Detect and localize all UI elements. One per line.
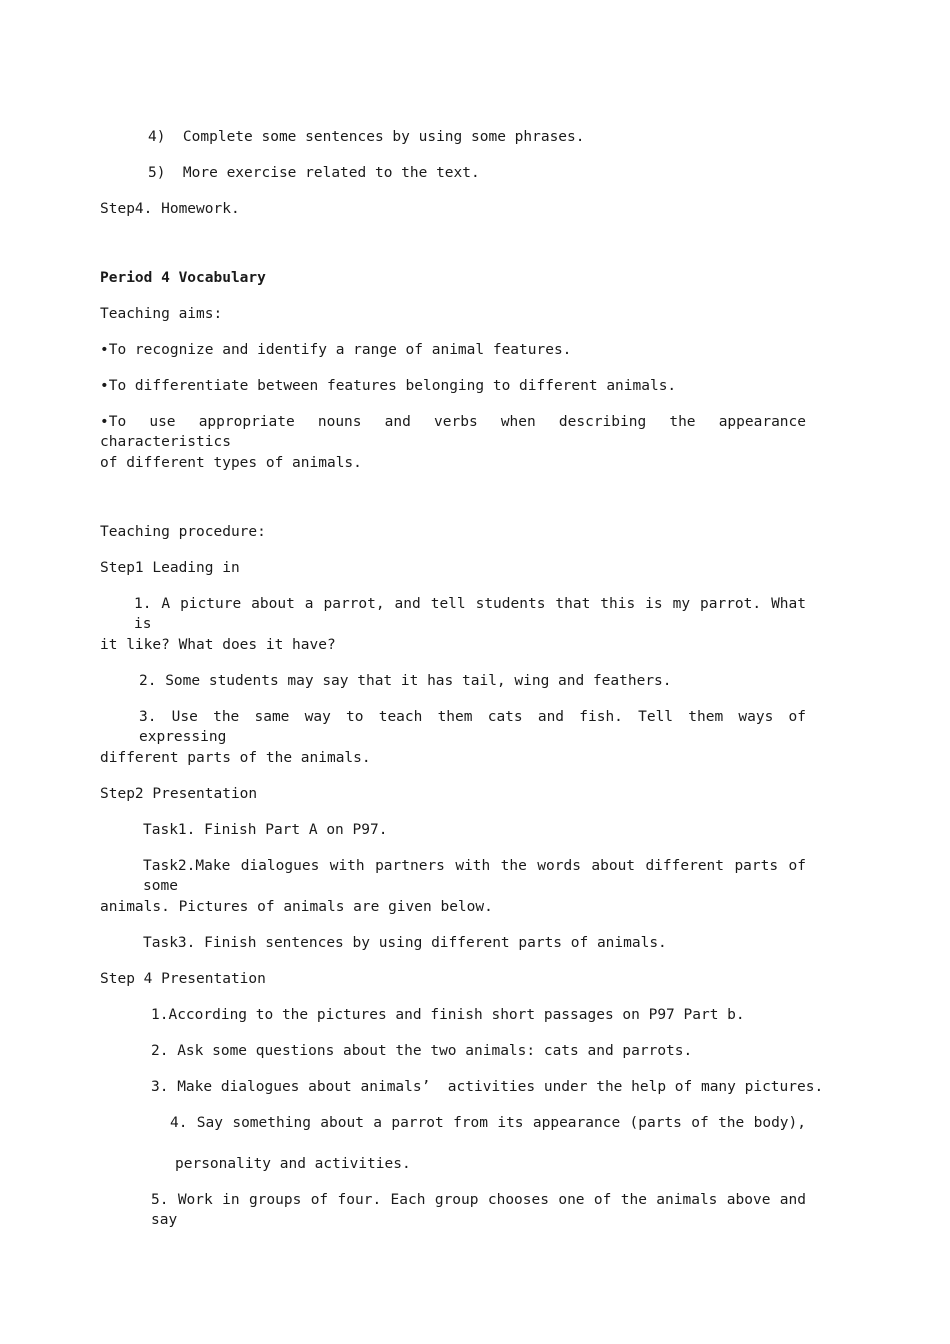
step4-homework: Step4. Homework. [100, 201, 240, 217]
step1-item-1-cont: it like? What does it have? [100, 637, 336, 653]
aim-item-3-cont: of different types of animals. [100, 455, 362, 471]
step4-item-4-cont: personality and activities. [175, 1156, 411, 1172]
step4-item-4: 4. Say something about a parrot from its appearance (parts of the body), [170, 1115, 806, 1131]
step1-item-3: 3. Use the same way to teach them cats and fish. Tell them ways of expressing [139, 709, 806, 745]
task-1: Task1. Finish Part A on P97. [143, 822, 388, 838]
step1-heading: Step1 Leading in [100, 560, 240, 576]
exercise-item-5: 5) More exercise related to the text. [148, 165, 480, 181]
aim-item-2: •To differentiate between features belonging to different animals. [100, 378, 677, 394]
step1-item-2: 2. Some students may say that it has tail, wing and feathers. [139, 673, 672, 689]
teaching-aims-label: Teaching aims: [100, 306, 223, 322]
teaching-procedure-label: Teaching procedure: [100, 524, 266, 540]
aim-item-3: •To use appropriate nouns and verbs when describing the appearance characteristics [100, 414, 806, 450]
step4-heading: Step 4 Presentation [100, 971, 266, 987]
task-2: Task2.Make dialogues with partners with the words about different parts of some [143, 858, 806, 894]
task-3: Task3. Finish sentences by using different parts of animals. [143, 935, 667, 951]
step4-item-5: 5. Work in groups of four. Each group chooses one of the animals above and say [151, 1192, 806, 1228]
section-heading: Period 4 Vocabulary [100, 270, 266, 286]
step4-item-1: 1.According to the pictures and finish short passages on P97 Part b. [151, 1007, 745, 1023]
step1-item-3-cont: different parts of the animals. [100, 750, 371, 766]
task-2-cont: animals. Pictures of animals are given below. [100, 899, 493, 915]
step4-item-2: 2. Ask some questions about the two animals: cats and parrots. [151, 1043, 693, 1059]
step4-item-3: 3. Make dialogues about animals’ activities under the help of many pictures. [151, 1079, 824, 1095]
aim-item-1: •To recognize and identify a range of animal features. [100, 342, 572, 358]
exercise-item-4: 4) Complete some sentences by using some phrases. [148, 129, 585, 145]
step2-heading: Step2 Presentation [100, 786, 258, 802]
step1-item-1: 1. A picture about a parrot, and tell students that this is my parrot. What is [134, 596, 806, 632]
